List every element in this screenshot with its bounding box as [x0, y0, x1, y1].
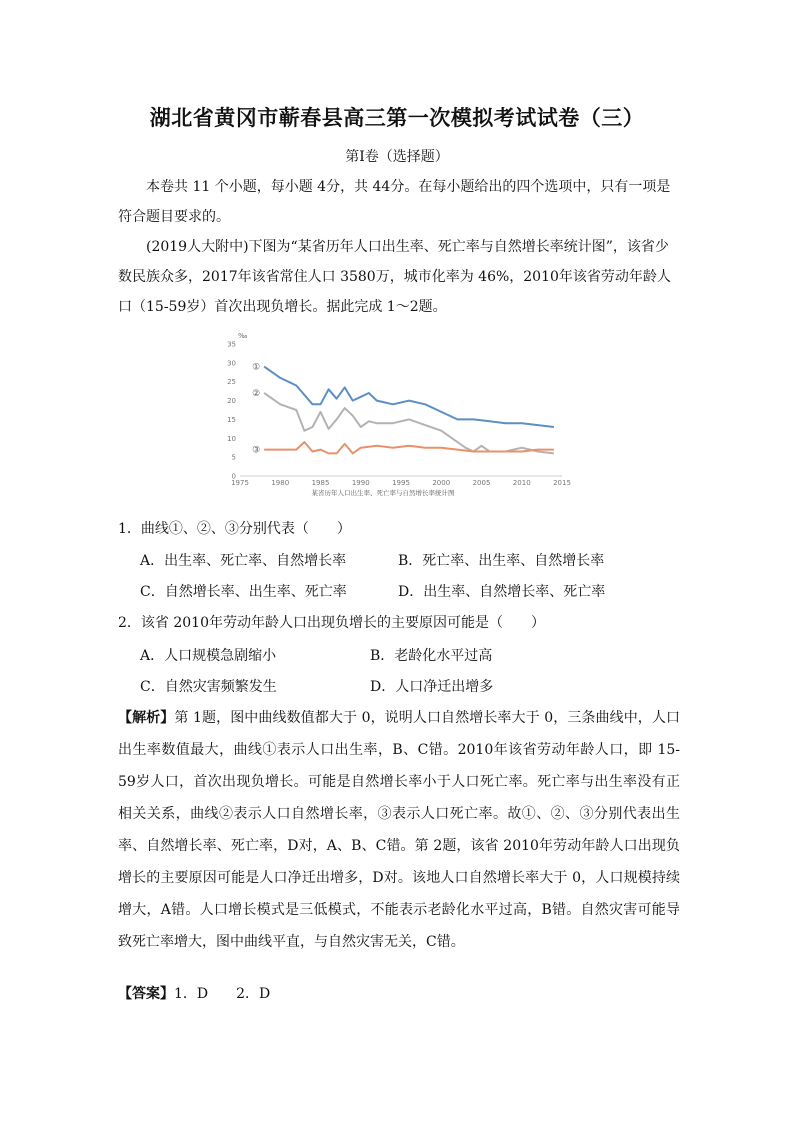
material-paragraph [118, 232, 678, 322]
q1-option-d: D．出生率、自然增长率、死亡率 [398, 584, 606, 600]
x-tick-label: 1975 [231, 479, 249, 487]
question-1-stem: 1．曲线①、②、③分别代表（ ） [118, 521, 351, 537]
y-tick-label: 5 [231, 453, 236, 462]
q1-option-b: B．死亡率、出生率、自然增长率 [398, 553, 605, 569]
x-tick-label: 2000 [432, 479, 451, 487]
x-tick-label: 1985 [311, 479, 330, 487]
y-tick-label: 10 [227, 434, 236, 443]
series-label-3: ③ [252, 445, 261, 456]
intro-paragraph [118, 172, 678, 232]
y-tick-label: 20 [227, 397, 236, 406]
x-tick-label: 2010 [512, 479, 531, 487]
x-tick-label: 2015 [553, 479, 571, 487]
answer-text: 1．D 2．D [174, 986, 271, 1002]
x-tick-label: 1990 [351, 479, 370, 487]
y-tick-label: 30 [227, 359, 236, 368]
q1-option-a: A．出生率、死亡率、自然增长率 [140, 553, 347, 569]
series-markers [252, 363, 260, 456]
analysis-label: 【解析】 [118, 710, 175, 726]
series-line-3 [264, 442, 554, 453]
q2-option-b: B．老龄化水平过高 [370, 648, 493, 664]
q2-option-c: C．自然灾害频繁发生 [140, 679, 277, 695]
y-tick-label: 0 [231, 472, 236, 481]
q1-option-c: C．自然增长率、出生率、死亡率 [140, 584, 347, 600]
intro-text: 本卷共 11 个小题，每小题 4分，共 44分。在每小题给出的四个选项中，只有一项是符合题目要求的。 [118, 179, 671, 225]
exam-title: 湖北省黄冈市蕲春县高三第一次模拟考试试卷（三） [149, 106, 645, 130]
chart-caption: 某省历年人口出生率、死亡率与自然增长率统计图 [311, 489, 455, 497]
x-tick-labels [231, 479, 571, 487]
x-tick-label: 2005 [472, 479, 491, 487]
series-label-2: ② [252, 389, 261, 400]
analysis-text: 第 1题，图中曲线数值都大于 0，说明人口自然增长率大于 0，三条曲线中，人口出生率数值最大，曲线①表示人口出生率，B、C错。2010年该省劳动年龄人口，即 15-59岁人口，首次出现负增长。可能是自然增长率小于人口死亡率。死亡率与出生率没有正相关关系，曲线②表示人口自然增长率，③表示人口死亡率。故①、②、③分别代表出生率、自然增长率、死亡率，D对，A、B、C错。第 2题，该省 2010年劳动年龄人口出现负增长的主要原因可能是人口净迁出增多，D对。该地人口自然增长率大于 0，人口规模持续增大，A错。人口增长模式是三低模式，不能表示老龄化水平过高，B错。自然灾害可能导致死亡率增大，图中曲线平直，与自然灾害无关，C错。 [118, 710, 680, 950]
y-tick-labels [227, 341, 236, 481]
q2-option-d: D．人口净迁出增多 [370, 679, 494, 695]
x-tick-label: 1995 [392, 479, 410, 487]
answer-line [118, 983, 270, 1003]
y-unit-label: ‰ [238, 332, 248, 340]
q2-option-a: A．人口规模急剧缩小 [140, 648, 277, 664]
series-label-1: ① [252, 362, 261, 373]
material-text: (2019人大附中)下图为“某省历年人口出生率、死亡率与自然增长率统计图”，该省少数民族众多，2017年该省常住人口 3580万，城市化率为 46%，2010年该省劳动年龄人口（15-59岁）首次出现负增长。据此完成 1～2题。 [118, 239, 671, 315]
answer-label: 【答案】 [118, 986, 174, 1002]
y-tick-label: 35 [227, 340, 236, 349]
x-tick-label: 1980 [271, 479, 290, 487]
y-tick-label: 15 [227, 415, 236, 424]
analysis-paragraph [118, 702, 680, 958]
series-lines [264, 367, 554, 454]
y-tick-label: 25 [227, 378, 236, 387]
population-rate-chart [218, 328, 578, 500]
section-subtitle: 第Ⅰ卷（选择题） [345, 149, 449, 165]
question-2-stem: 2．该省 2010年劳动年龄人口出现负增长的主要原因可能是（ ） [118, 615, 545, 631]
series-line-1 [264, 367, 554, 427]
